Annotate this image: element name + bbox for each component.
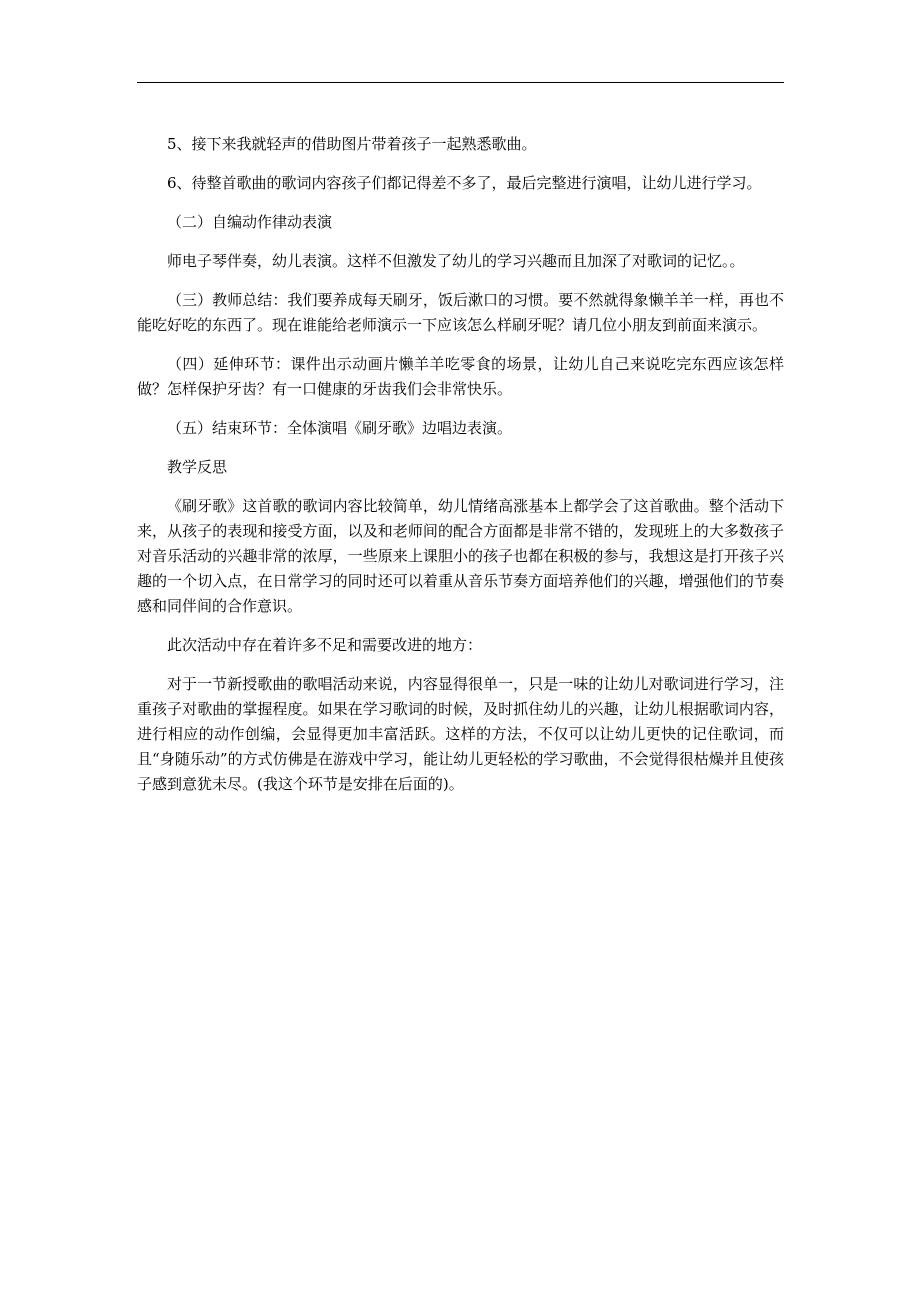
section-heading-2: （二）自编动作律动表演 <box>167 213 333 231</box>
document-body <box>137 132 784 797</box>
paragraph-step-5: 5、接下来我就轻声的借助图片带着孩子一起熟悉歌曲。 <box>167 135 537 153</box>
paragraph-teacher-summary: （三）教师总结：我们要养成每天刷牙，饭后漱口的习惯。要不然就得象懒羊羊一样，再也不能吃好吃的东西了。现在谁能给老师演示一下应该怎么样刷牙呢？请几位小朋友到前面来演示。 <box>137 291 784 334</box>
paragraph-performance: 师电子琴伴奏，幼儿表演。这样不但激发了幼儿的学习兴趣而且加深了对歌词的记忆。。 <box>167 252 745 270</box>
paragraph-improvement: 对于一节新授歌曲的歌唱活动来说，内容显得很单一，只是一味的让幼儿对歌词进行学习，注重孩子对歌曲的掌握程度。如果在学习歌词的时候，及时抓住幼儿的兴趣，让幼儿根据歌词内容，进行相应的动作创编，会显得更加丰富活跃。这样的方法，不仅可以让幼儿更快的记住歌词，而且“身随乐动”的方式仿佛是在游戏中学习，能让幼儿更轻松的学习歌曲，不会觉得很枯燥并且使孩子感到意犹未尽。(我这个环节是安排在后面的)。 <box>137 675 784 793</box>
paragraph-step-6: 6、待整首歌曲的歌词内容孩子们都记得差不多了，最后完整进行演唱，让幼儿进行学习。 <box>167 174 762 192</box>
header-rule <box>137 82 784 83</box>
paragraph-closing: （五）结束环节：全体演唱《刷牙歌》边唱边表演。 <box>167 419 513 437</box>
paragraph-reflection: 《刷牙歌》这首歌的歌词内容比较简单，幼儿情绪高涨基本上都学会了这首歌曲。整个活动下来，从孩子的表现和接受方面，以及和老师间的配合方面都是非常不错的，发现班上的大多数孩子对音乐活动的兴趣非常的浓厚，一些原来上课胆小的孩子也都在积极的参与，我想这是打开孩子兴趣的一个切入点，在日常学习的同时还可以着重从音乐节奏方面培养他们的兴趣，增强他们的节奏感和同伴间的合作意识。 <box>137 497 784 615</box>
paragraph-extension: （四）延伸环节：课件出示动画片懒羊羊吃零食的场景，让幼儿自己来说吃完东西应该怎样做？怎样保护牙齿？有一口健康的牙齿我们会非常快乐。 <box>137 355 784 398</box>
section-heading-reflection: 教学反思 <box>167 458 228 476</box>
paragraph-shortcomings-intro: 此次活动中存在着许多不足和需要改进的地方： <box>167 636 483 654</box>
